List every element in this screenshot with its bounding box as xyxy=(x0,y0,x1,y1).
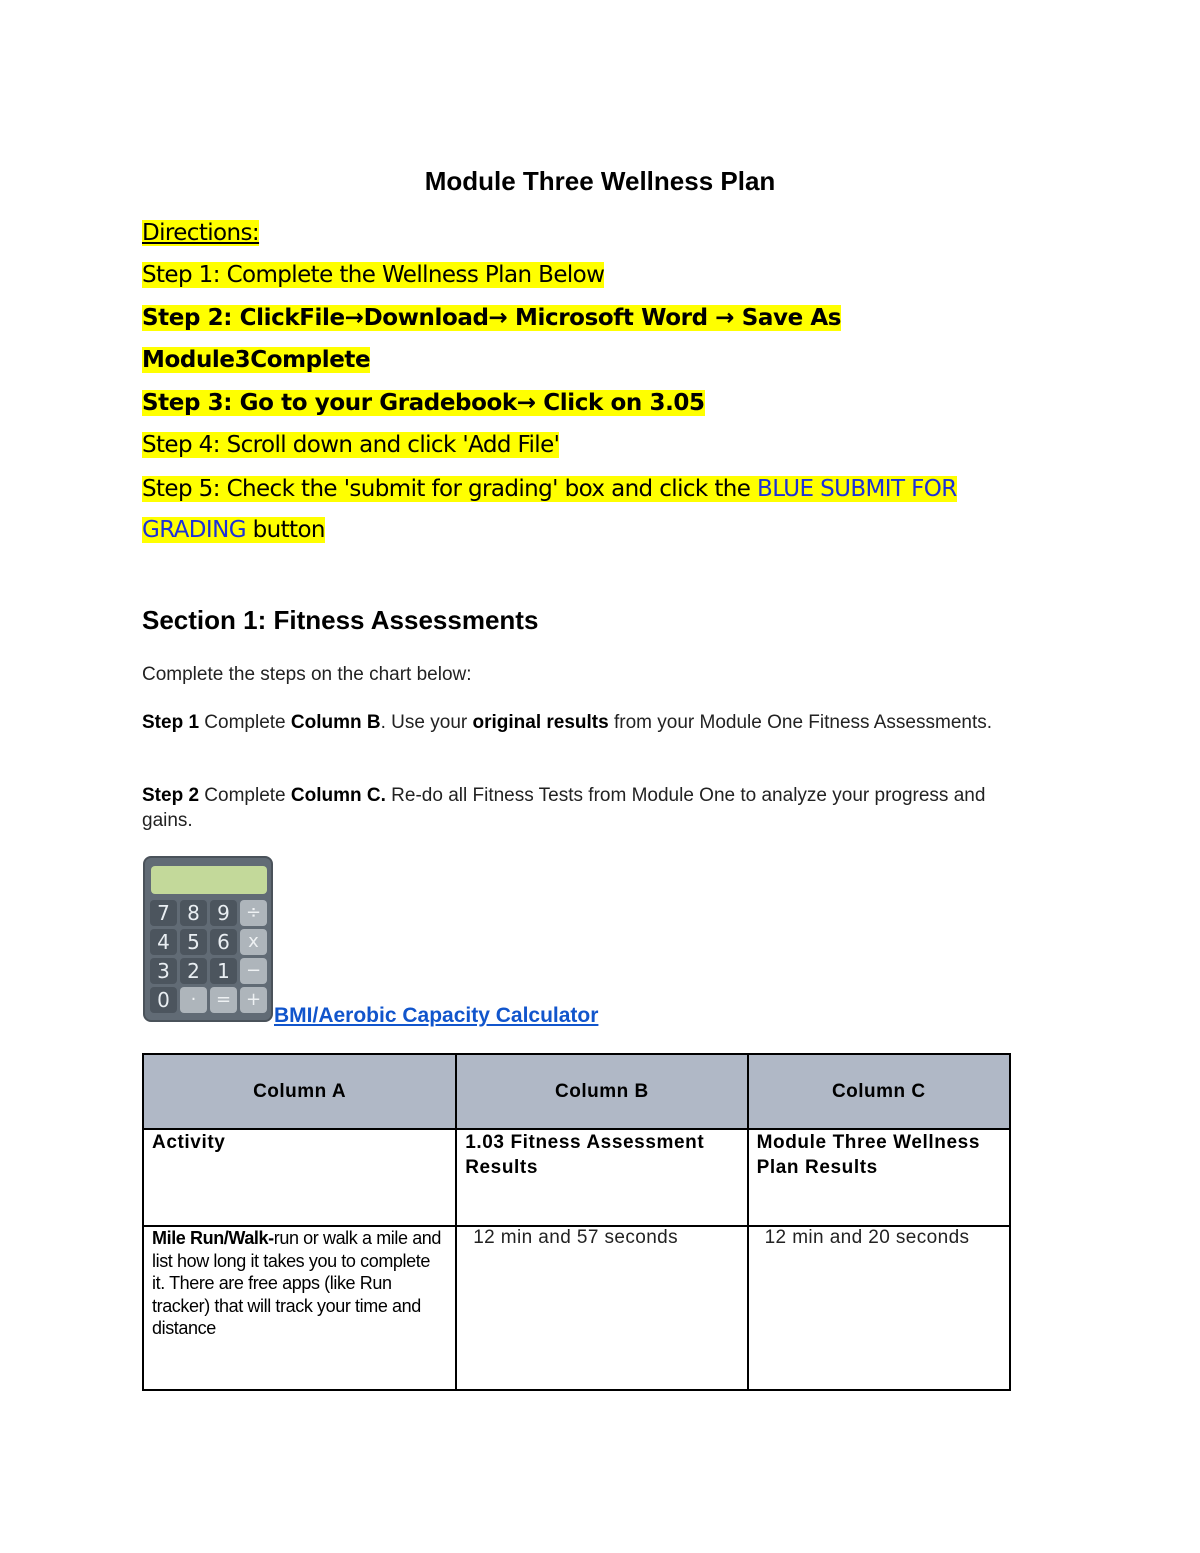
directions-step-5: Step 5: Check the 'submit for grading' box and click the BLUE SUBMIT FOR xyxy=(142,476,957,502)
table-cell: 1.03 Fitness Assessment Results xyxy=(456,1129,747,1226)
section-heading: Section 1: Fitness Assessments xyxy=(142,605,539,635)
page-title: Module Three Wellness Plan xyxy=(424,166,776,196)
calculator-screen xyxy=(151,866,267,894)
table-header-row xyxy=(143,1054,1010,1129)
calculator-key: + xyxy=(240,987,267,1013)
directions-step-5-cont: GRADING button xyxy=(142,517,325,543)
table-row xyxy=(143,1226,1010,1390)
calculator-key: 9 xyxy=(210,900,237,926)
table-row xyxy=(143,1129,1010,1226)
directions-step-1: Step 1: Complete the Wellness Plan Below xyxy=(142,262,605,288)
directions-heading: Directions: xyxy=(142,220,260,246)
directions-step-4: Step 4: Scroll down and click 'Add File' xyxy=(142,432,560,458)
header-column-c: Column C xyxy=(748,1054,1010,1129)
calculator-key: − xyxy=(240,958,267,984)
calculator-key: 6 xyxy=(210,929,237,955)
calculator-key: = xyxy=(210,987,237,1013)
table-cell: Module Three Wellness Plan Results xyxy=(748,1129,1010,1226)
column-c-result[interactable]: 12 min and 20 seconds xyxy=(748,1226,1010,1390)
calculator-icon xyxy=(143,856,273,1022)
directions-step-2-filename: Module3Complete xyxy=(142,347,371,373)
calculator-key: 0 xyxy=(150,987,177,1013)
calculator-key: 7 xyxy=(150,900,177,926)
step-2-instruction: Step 2 Complete Column C. Re-do all Fitness Tests from Module One to analyze your progress and gains. xyxy=(142,785,986,831)
calculator-key: 1 xyxy=(210,958,237,984)
calculator-key: 3 xyxy=(150,958,177,984)
table-cell: Activity xyxy=(143,1129,456,1226)
calculator-key: 5 xyxy=(180,929,207,955)
section-intro: Complete the steps on the chart below: xyxy=(142,664,472,685)
header-column-b: Column B xyxy=(456,1054,747,1129)
activity-text: Mile Run/Walk-run or walk a mile and list how long it takes you to complete it. There are free apps (like Run tracker) that will track your time and distance xyxy=(152,1228,442,1338)
calculator-key: 4 xyxy=(150,929,177,955)
calculator-key: · xyxy=(180,987,207,1013)
step-1-instruction: Step 1 Complete Column B. Use your original results from your Module One Fitness Assessments. xyxy=(142,712,993,733)
calculator-key: x xyxy=(240,929,267,955)
calculator-link[interactable]: BMI/Aerobic Capacity Calculator xyxy=(274,1004,599,1027)
column-b-result[interactable]: 12 min and 57 seconds xyxy=(456,1226,747,1390)
calculator-key: ÷ xyxy=(240,900,267,926)
calculator-keypad xyxy=(150,900,270,1013)
activity-cell xyxy=(143,1226,456,1390)
calculator-key: 8 xyxy=(180,900,207,926)
header-column-a: Column A xyxy=(143,1054,456,1129)
calculator-key: 2 xyxy=(180,958,207,984)
directions-step-2: Step 2: ClickFile→Download→ Microsoft Word → Save As xyxy=(142,305,842,331)
directions-step-3: Step 3: Go to your Gradebook→ Click on 3.05 xyxy=(142,390,705,416)
fitness-table xyxy=(142,1053,1011,1391)
